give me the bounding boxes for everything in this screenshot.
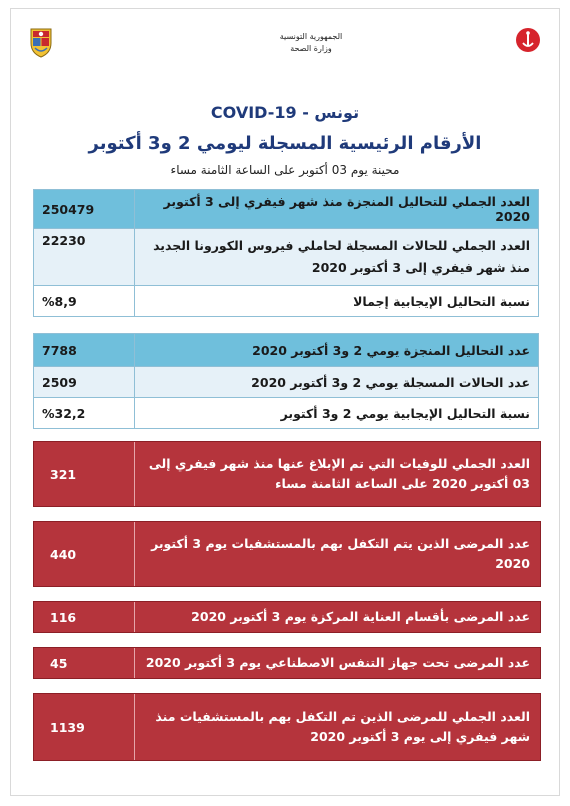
deaths-value: 321 [34, 442, 135, 506]
row-label: نسبة التحاليل الإيجابية يومي 2 و3 أكتوبر [135, 398, 539, 429]
row-value: 2509 [34, 367, 135, 398]
total-hospitalized-box [33, 693, 541, 761]
table-row [34, 286, 539, 317]
coat-of-arms-icon [27, 25, 55, 59]
table-row [34, 367, 539, 398]
icu-value: 116 [34, 602, 135, 632]
republic-label: الجمهورية التونسية [279, 32, 343, 41]
row-value: %8,9 [34, 286, 135, 317]
row-label: العدد الجملي للتحاليل المنجزة منذ شهر فيفري إلى 3 أكتوبر 2020 [135, 190, 539, 229]
icu-box [33, 601, 541, 633]
icu-label: عدد المرضى بأقسام العناية المركزة يوم 3 أكتوبر 2020 [191, 609, 530, 624]
row-label: عدد الحالات المسجلة يومي 2 و3 أكتوبر 2020 [135, 367, 539, 398]
deaths-label: العدد الجملي للوفيات التي تم الإبلاغ عنها منذ شهر فيفري إلى 03 أكتوبر 2020 على الساعة الثامنة مساء [148, 456, 530, 491]
header [11, 9, 559, 79]
row-value: 7788 [34, 334, 135, 367]
total-hospitalized-value: 1139 [34, 694, 135, 760]
table-row [34, 229, 539, 286]
health-ministry-logo-icon [515, 27, 541, 53]
title-arabic: الأرقام الرئيسية المسجلة ليومي 2 و3 أكتوبر [88, 133, 482, 154]
table-row [34, 334, 539, 367]
row-label: نسبة التحاليل الإيجابية إجمالا [135, 286, 539, 317]
hospitalized-value: 440 [34, 522, 135, 586]
deaths-box [33, 441, 541, 507]
row-label: العدد الجملي للحالات المسجلة لحاملي فيروس الكورونا الجديد منذ شهر فيفري إلى 3 أكتوبر 2020 [135, 229, 539, 286]
total-hospitalized-label: العدد الجملي للمرضى الذين تم التكفل بهم بالمستشفيات منذ شهر فيفري إلى يوم 3 أكتوبر 2020 [155, 709, 530, 744]
bulletin-page [10, 8, 560, 796]
hospitalized-box [33, 521, 541, 587]
ministry-label: وزارة الصحة [290, 44, 332, 53]
ventilator-value: 45 [34, 648, 135, 678]
row-value: %32,2 [34, 398, 135, 429]
row-value: 250479 [34, 190, 135, 229]
update-note: محينة يوم 03 أكتوبر على الساعة الثامنة مساء [170, 163, 400, 177]
ventilator-label: عدد المرضى تحت جهاز التنفس الاصطناعي يوم 3 أكتوبر 2020 [145, 655, 530, 670]
row-label: عدد التحاليل المنجزة يومي 2 و3 أكتوبر 2020 [135, 334, 539, 367]
ventilator-box [33, 647, 541, 679]
table-row [34, 398, 539, 429]
table-row [34, 190, 539, 229]
ministry-header [221, 31, 401, 55]
cumulative-table [33, 189, 539, 317]
row-value: 22230 [34, 229, 135, 286]
hospitalized-label: عدد المرضى الذين يتم التكفل بهم بالمستشفيات يوم 3 أكتوبر 2020 [151, 536, 530, 571]
daily-table [33, 333, 539, 429]
title-english: COVID-19 - تونس [210, 103, 360, 122]
